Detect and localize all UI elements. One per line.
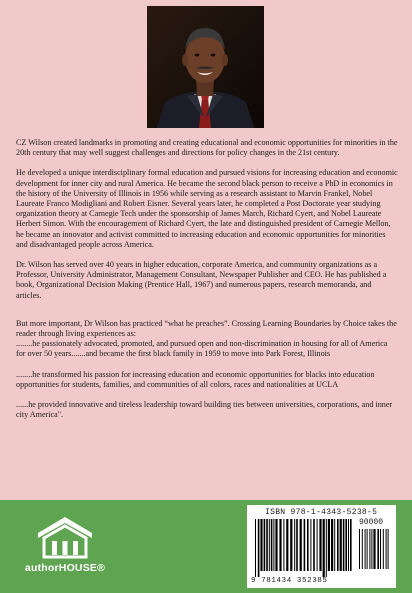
intro-paragraph: CZ Wilson created landmarks in promoting and creating educational and economic opportunities for minorities in the 20th century that may well suggest challenges and directions for policy changes in the 21st century. xyxy=(16,138,398,158)
addon-barcode-bars xyxy=(357,529,391,575)
barcode-bar xyxy=(369,529,370,569)
barcode-bar xyxy=(307,519,309,571)
barcode-bar xyxy=(334,519,335,571)
authorhouse-house-logo-icon xyxy=(30,513,100,561)
barcode-bar xyxy=(271,519,273,571)
barcode-bar xyxy=(367,529,368,569)
leadership-paragraph: ......he provided innovative and tireless leadership toward building ties between universities, corporations, and inner city America". xyxy=(16,400,393,420)
barcode-bar xyxy=(319,519,321,571)
barcode-bar xyxy=(266,519,268,571)
barcode-bar xyxy=(304,519,306,571)
barcode-bar xyxy=(350,519,352,571)
barcode-bar xyxy=(380,529,381,569)
back-cover-text xyxy=(16,138,398,430)
barcode-bar xyxy=(388,529,389,569)
barcode-bar xyxy=(345,519,347,571)
barcode-bar xyxy=(264,519,266,571)
author-portrait-photo-icon xyxy=(147,6,264,128)
barcode-bar xyxy=(362,529,363,569)
barcode-bar xyxy=(258,519,260,577)
ean-barcode-bars xyxy=(253,519,353,577)
isbn-digits: 9 781434 352385 xyxy=(251,577,328,585)
barcode-bar xyxy=(331,519,333,571)
price-code: 90000 xyxy=(359,518,384,527)
barcode-bar xyxy=(283,519,284,571)
barcode-bar xyxy=(279,519,281,571)
barcode-bar xyxy=(377,529,379,569)
career-paragraph: Dr. Wilson has served over 40 years in higher education, corporate America, and community organizations as a Professor, University Administrator, Management Consultant, Newspaper Publisher and CEO. He has published a book, Organizational Decision Making (Prentice Hall, 1967) and numerous papers, research memoranda, and articles. xyxy=(16,260,387,300)
ucla-paragraph: ........he transformed his passion for increasing education and economic opportunities for blacks into education opportunities for students, families, and communities of all colors, races and nationalities at UCLA xyxy=(16,369,375,389)
barcode-bar xyxy=(275,519,277,571)
barcode-bar xyxy=(269,519,270,571)
barcode-bar xyxy=(296,519,298,571)
barcode-bar xyxy=(317,519,318,571)
barcode-bar xyxy=(365,529,366,569)
publisher-logo xyxy=(24,513,106,583)
barcode-bar xyxy=(323,519,325,577)
author-photo xyxy=(147,6,264,128)
barcode-bar xyxy=(313,519,315,571)
barcode-bar xyxy=(310,519,311,571)
barcode-bar xyxy=(290,519,292,571)
barcode-bar xyxy=(286,519,288,571)
barcode-bar xyxy=(294,519,295,571)
barcode-bar xyxy=(337,519,339,571)
barcode-bar xyxy=(373,529,375,569)
barcode-bar xyxy=(300,519,302,571)
publisher-name: authorHOUSE® xyxy=(24,562,106,574)
education-paragraph: He developed a unique interdisciplinary formal education and pursued visions for increasing education and economic development for inner city and rural America. He became the second black person to receive a PhD in economics in the history of the University of Illinois in 1956 while serving as a research assistant to Marvin Frankel, Nobel Laureate Franco Modigliani and Robert Eisner. Several years later, he completed a Post Doctorate year studying organization theory at Carnegie Tech under the sponsorship of James March, Richard Cyert, and Nobel Laureate Herbert Simon. With the encouragement of Richard Cyert, the late and distinguished president of Carnegie Mellon, he became an innovator and activist committed to increasing education and economic opportunities for minorities and disadvantaged people across America. xyxy=(16,168,398,249)
barcode-bar xyxy=(383,529,384,569)
barcode-bar xyxy=(273,519,274,571)
barcode-bar xyxy=(328,519,330,571)
barcode-bar xyxy=(359,529,360,569)
barcode-bar xyxy=(255,519,256,577)
barcode-bar xyxy=(260,519,262,571)
barcode-bar xyxy=(340,519,342,571)
practice-paragraph: But more important, Dr Wilson has practiced “what he preaches”. Crossing Learning Boundaries by Choice takes the reader through living experiences as: ........he passionately advocated, promoted, and pursued open and non-discrimination in housing for all of America for over 50 years.......and became the first black family in 1959 to move into Park Forest, Illinois xyxy=(16,318,397,359)
isbn-barcode xyxy=(247,505,396,588)
barcode-bar xyxy=(348,519,349,571)
barcode-bar xyxy=(326,519,327,577)
barcode-bar xyxy=(343,519,345,571)
isbn-label: ISBN 978-1-4343-5238-5 xyxy=(265,508,378,517)
barcode-bar xyxy=(371,529,372,569)
barcode-bar xyxy=(386,529,387,569)
